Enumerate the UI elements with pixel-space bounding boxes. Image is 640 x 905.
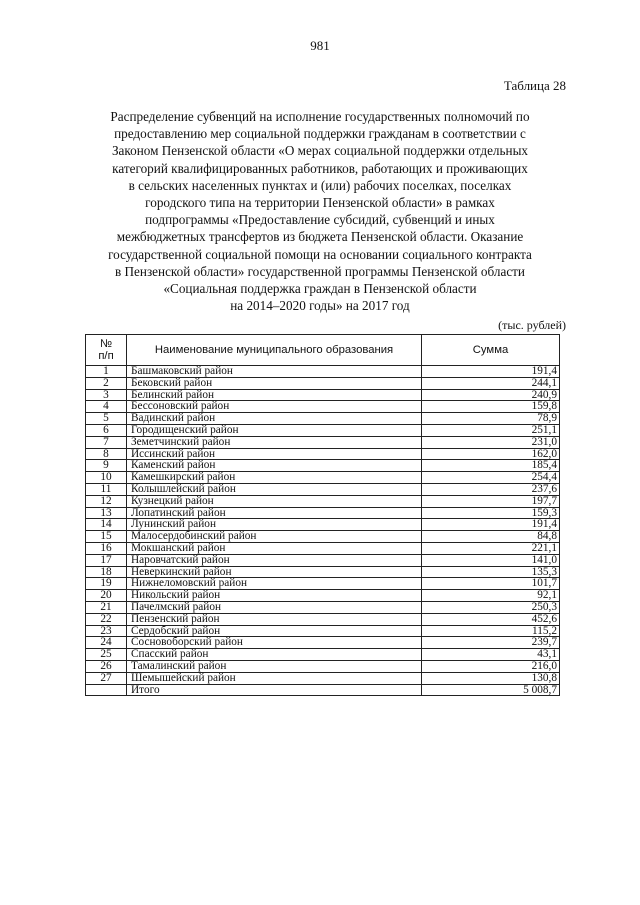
row-name: Нижнеломовский район <box>127 578 422 590</box>
row-num: 1 <box>86 366 127 378</box>
total-num <box>86 684 127 696</box>
row-name: Сердобский район <box>127 625 422 637</box>
row-name: Лопатинский район <box>127 507 422 519</box>
table-row <box>86 389 560 401</box>
table-row <box>86 436 560 448</box>
table-row <box>86 401 560 413</box>
table-total-row <box>86 684 560 696</box>
row-name: Бековский район <box>127 377 422 389</box>
row-num: 21 <box>86 601 127 613</box>
row-name: Вадинский район <box>127 413 422 425</box>
title-line: предоставлению мер социальной поддержки гражданам в соответствии с <box>114 126 526 142</box>
row-num: 3 <box>86 389 127 401</box>
row-num: 14 <box>86 519 127 531</box>
row-sum: 115,2 <box>422 625 560 637</box>
row-name: Каменский район <box>127 460 422 472</box>
row-name: Спасский район <box>127 649 422 661</box>
table-row <box>86 625 560 637</box>
subvention-table <box>85 334 560 696</box>
header-num <box>86 335 127 366</box>
row-sum: 452,6 <box>422 613 560 625</box>
row-sum: 159,8 <box>422 401 560 413</box>
row-num: 10 <box>86 472 127 484</box>
row-num: 25 <box>86 649 127 661</box>
row-num: 11 <box>86 483 127 495</box>
table-row <box>86 472 560 484</box>
header-num-line2: п/п <box>98 350 114 362</box>
row-sum: 254,4 <box>422 472 560 484</box>
document-title <box>70 108 570 314</box>
row-name: Шемышейский район <box>127 672 422 684</box>
header-num-line1: № <box>99 338 113 350</box>
row-sum: 135,3 <box>422 566 560 578</box>
title-line: в сельских населенных пунктах и (или) рабочих поселках, поселках <box>128 177 512 193</box>
header-sum: Сумма <box>422 335 560 366</box>
table-row <box>86 448 560 460</box>
row-name: Никольский район <box>127 590 422 602</box>
table-label: Таблица 28 <box>503 78 566 93</box>
row-name: Белинский район <box>127 389 422 401</box>
page-number: 981 <box>310 38 330 53</box>
table-row <box>86 460 560 472</box>
table-row <box>86 578 560 590</box>
table-row <box>86 531 560 543</box>
row-num: 18 <box>86 566 127 578</box>
table-row <box>86 495 560 507</box>
units-label: (тыс. рублей) <box>498 318 566 332</box>
row-name: Кузнецкий район <box>127 495 422 507</box>
row-sum: 191,4 <box>422 366 560 378</box>
table-row <box>86 660 560 672</box>
row-num: 8 <box>86 448 127 460</box>
title-line: в Пензенской области» государственной программы Пензенской области <box>115 263 525 279</box>
row-sum: 43,1 <box>422 649 560 661</box>
row-num: 2 <box>86 377 127 389</box>
row-name: Малосердобинский район <box>127 531 422 543</box>
row-sum: 130,8 <box>422 672 560 684</box>
total-name: Итого <box>127 684 422 696</box>
row-num: 27 <box>86 672 127 684</box>
row-num: 22 <box>86 613 127 625</box>
header-name: Наименование муниципального образования <box>127 335 422 366</box>
table-row <box>86 672 560 684</box>
row-name: Сосновоборский район <box>127 637 422 649</box>
row-num: 15 <box>86 531 127 543</box>
row-name: Колышлейский район <box>127 483 422 495</box>
row-sum: 191,4 <box>422 519 560 531</box>
table-row <box>86 377 560 389</box>
row-num: 5 <box>86 413 127 425</box>
title-line: межбюджетных трансфертов из бюджета Пензенской области. Оказание <box>116 229 524 245</box>
row-sum: 239,7 <box>422 637 560 649</box>
row-name: Камешкирский район <box>127 472 422 484</box>
row-num: 7 <box>86 436 127 448</box>
row-sum: 101,7 <box>422 578 560 590</box>
row-name: Тамалинский район <box>127 660 422 672</box>
row-num: 20 <box>86 590 127 602</box>
row-sum: 159,3 <box>422 507 560 519</box>
table-row <box>86 649 560 661</box>
row-num: 13 <box>86 507 127 519</box>
title-line: городского типа на территории Пензенской области» в рамках <box>145 195 495 211</box>
row-sum: 221,1 <box>422 542 560 554</box>
table-row <box>86 542 560 554</box>
title-line: подпрограммы «Предоставление субсидий, субвенций и иных <box>145 212 495 228</box>
title-line: на 2014–2020 годы» на 2017 год <box>230 298 410 314</box>
row-sum: 216,0 <box>422 660 560 672</box>
row-name: Иссинский район <box>127 448 422 460</box>
row-name: Башмаковский район <box>127 366 422 378</box>
row-num: 19 <box>86 578 127 590</box>
row-num: 23 <box>86 625 127 637</box>
row-sum: 251,1 <box>422 424 560 436</box>
title-line: государственной социальной помощи на основании социального контракта <box>108 246 532 262</box>
table-row <box>86 554 560 566</box>
row-sum: 185,4 <box>422 460 560 472</box>
title-line: «Социальная поддержка граждан в Пензенской области <box>163 281 477 297</box>
row-sum: 244,1 <box>422 377 560 389</box>
row-name: Бессоновский район <box>127 401 422 413</box>
row-name: Неверкинский район <box>127 566 422 578</box>
row-sum: 92,1 <box>422 590 560 602</box>
row-sum: 240,9 <box>422 389 560 401</box>
row-num: 16 <box>86 542 127 554</box>
row-name: Пачелмский район <box>127 601 422 613</box>
row-num: 9 <box>86 460 127 472</box>
row-sum: 84,8 <box>422 531 560 543</box>
table-row <box>86 366 560 378</box>
row-sum: 162,0 <box>422 448 560 460</box>
row-sum: 141,0 <box>422 554 560 566</box>
row-sum: 197,7 <box>422 495 560 507</box>
table-row <box>86 590 560 602</box>
table-row <box>86 637 560 649</box>
table-row <box>86 507 560 519</box>
row-num: 17 <box>86 554 127 566</box>
title-line: категорий квалифицированных работников, работающих и проживающих <box>112 160 528 176</box>
row-num: 4 <box>86 401 127 413</box>
row-num: 26 <box>86 660 127 672</box>
row-sum: 237,6 <box>422 483 560 495</box>
row-sum: 231,0 <box>422 436 560 448</box>
table-row <box>86 613 560 625</box>
row-name: Наровчатский район <box>127 554 422 566</box>
title-line: Распределение субвенций на исполнение государственных полномочий по <box>110 109 530 124</box>
row-name: Пензенский район <box>127 613 422 625</box>
row-num: 24 <box>86 637 127 649</box>
table-header-row <box>86 335 560 366</box>
row-name: Городищенский район <box>127 424 422 436</box>
table-row <box>86 519 560 531</box>
table-row <box>86 424 560 436</box>
row-sum: 78,9 <box>422 413 560 425</box>
total-sum: 5 008,7 <box>422 684 560 696</box>
table-row <box>86 566 560 578</box>
row-name: Земетчинский район <box>127 436 422 448</box>
title-line: Законом Пензенской области «О мерах социальной поддержки отдельных <box>111 143 529 159</box>
row-num: 6 <box>86 424 127 436</box>
row-sum: 250,3 <box>422 601 560 613</box>
row-name: Мокшанский район <box>127 542 422 554</box>
table-row <box>86 413 560 425</box>
row-name: Лунинский район <box>127 519 422 531</box>
table-row <box>86 601 560 613</box>
table-row <box>86 483 560 495</box>
row-num: 12 <box>86 495 127 507</box>
